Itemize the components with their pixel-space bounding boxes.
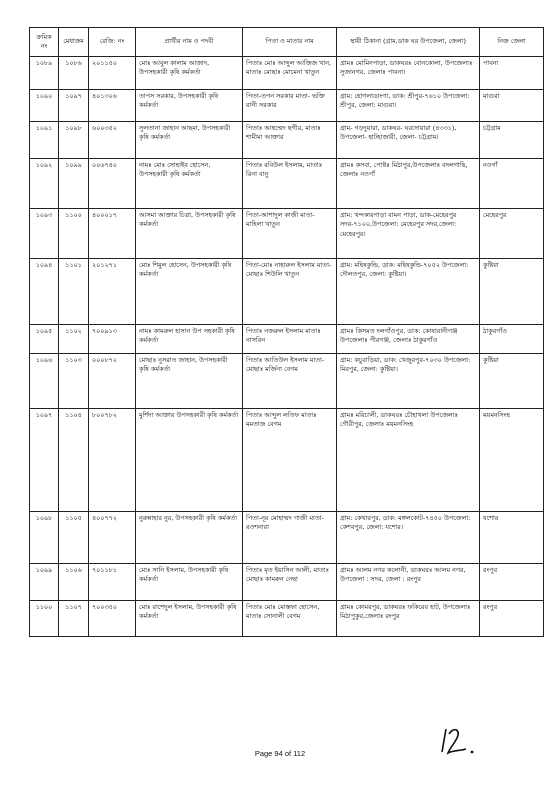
serial-cell: ১০৯৪ — [30, 259, 59, 325]
merit-cell: ১১০৬ — [59, 564, 89, 601]
merit-cell: ১১০৪ — [59, 409, 89, 512]
parents-cell: পিতাঃ আহম্মেদ ছগীর, মাতাঃ শামীমা আক্তার — [243, 122, 337, 159]
table-row — [30, 57, 544, 90]
name-cell: সুলতানা জাহান আছমা, উপসহকারী কৃষি কর্মকর্তা — [136, 122, 243, 159]
parents-cell: পিতা-নূর মোহাম্মদ গাজী মাতা-রওশনারা — [243, 512, 337, 564]
reg-cell: ২০১১৫০ — [89, 57, 136, 90]
address-cell: গ্রাম- গড়দুয়ারা, ডাকঘর- ঘরদোয়ারা (৪৩৩১), উপজেলা- হাটহাজারী, জেলা- চট্টগ্রাম। — [337, 122, 480, 159]
parents-cell: পিতাঃ আব্দুল লতিফ মাতাঃ মমতাজ বেগম — [243, 409, 337, 512]
header-reg: রেজি: নং — [89, 28, 136, 57]
address-cell: গ্রামঃ মরিচালী, ডাকঘরঃ চৌহাখলা উপজেলাঃ গৌরীপুর, জেলাঃ ময়মনসিংহ — [337, 409, 480, 512]
parents-cell: পিতা-তপন সরকার মাতা- ভক্তি রানী সরকার — [243, 90, 337, 122]
table-row — [30, 564, 544, 601]
address-cell: গ্রাম: কেথারপুর, ডাক: মঙ্গলকোট-৭৪৫০ উপজেলা: কেশবপুর, জেলা: যশোর। — [337, 512, 480, 564]
reg-cell: ৭০০৯১৩ — [89, 325, 136, 354]
name-cell: মোঃ আবুল কালাম আজাদ, উপসহকারী কৃষি কর্মকর্তা — [136, 57, 243, 90]
serial-cell: ১০৯৫ — [30, 325, 59, 354]
merit-cell: ১১০২ — [59, 325, 89, 354]
reg-cell: ৭০১১৮১ — [89, 564, 136, 601]
table-row — [30, 90, 544, 122]
header-district: নিজ জেলা — [480, 28, 544, 57]
district-cell: মাগুরা — [480, 90, 544, 122]
page-number: Page 94 of 112 — [254, 749, 306, 758]
name-cell: মোঃ রাশেদুল ইসলাম, উপসহকারী কৃষি কর্মকর্তা — [136, 601, 243, 637]
serial-cell: ১০৯১ — [30, 122, 59, 159]
merit-cell: ১১০১ — [59, 259, 89, 325]
district-cell: কুষ্টিয়া — [480, 259, 544, 325]
parents-cell: পিতাঃ নজরুল ইসলাম মাতাঃ নাসরিন — [243, 325, 337, 354]
table-row — [30, 512, 544, 564]
reg-cell: ০০৬৭৪০ — [89, 159, 136, 209]
parents-cell: পিতাঃ আতিউল ইসলাম মাতা-মোছাঃ মর্জিনা বেগম — [243, 354, 337, 409]
name-cell: মোঃ শিমুল হোসেন, উপসহকারী কৃষি কর্মকর্তা — [136, 259, 243, 325]
serial-cell: ১১০০ — [30, 601, 59, 637]
district-cell: চট্টগ্রাম — [480, 122, 544, 159]
district-cell: রংপুর — [480, 564, 544, 601]
candidate-table — [29, 27, 544, 637]
district-cell: যশোর — [480, 512, 544, 564]
address-cell: গ্রামঃ কিসমত দলগাঁওপুর, ডাক: কোষারানীগঞ্জ উপজেলাঃ পীরগঞ্জ, জেলাঃ ঠাকুরগাঁও — [337, 325, 480, 354]
table-row — [30, 259, 544, 325]
parents-cell: পিতাঃ মোঃ মোস্তফা হোসেন, মাতাঃ সোনালী বেগম — [243, 601, 337, 637]
address-cell: গ্রামঃ আলম নগর কলোনী, ডাকঘরঃ আলম নগর, উপজেলা : সদর, জেলা : রংপুর — [337, 564, 480, 601]
table-row — [30, 159, 544, 209]
merit-cell: ১১০৭ — [59, 601, 89, 637]
reg-cell: ০০০৮৭২ — [89, 354, 136, 409]
address-cell: গ্রাম: খন্দকারপাড়া বামন পাড়া, ডাক-মেহেরপুর সদর-৭১০০,উপজেলা: মেহেরপুর সদর,জেলা: মেহেরপুর। — [337, 209, 480, 259]
header-merit: মেধাক্রম — [59, 28, 89, 57]
name-cell: মুর্শিদা আক্তার উপসহকারী কৃষি কর্মকর্তা — [136, 409, 243, 512]
name-cell: নামঃ কামরুল হাসান উপ সহকারী কৃষি কর্মকর্তা — [136, 325, 243, 354]
parents-cell: পিতাঃ রবিউল ইসলাম, মাতাঃ রিনা বানু — [243, 159, 337, 209]
district-cell: ময়মনসিংহ — [480, 409, 544, 512]
table-row — [30, 325, 544, 354]
address-cell: গ্রামঃ কোমরপুর, ডাকঘরঃ ফকিরের হাট, উপজেলাঃ মিঠাপুকুর,জেলাঃ রংপুর — [337, 601, 480, 637]
name-cell: নুরুন্নাহার নুর, উপসহকারী কৃষি কর্মকর্তা — [136, 512, 243, 564]
district-cell: রংপুর — [480, 601, 544, 637]
reg-cell: ৪০১৩০৬ — [89, 90, 136, 122]
reg-cell: ৭০০৩৫০ — [89, 601, 136, 637]
district-cell: মেহেরপুর — [480, 209, 544, 259]
reg-cell: ৬০০৩৫২ — [89, 122, 136, 159]
address-cell: গ্রাম: কচুবাড়িয়া, ডাক: খেজুরপুর-৭০৩০ উপজেলা: মিরপুর, জেলা: কুষ্টিয়া। — [337, 354, 480, 409]
header-serial: ক্রমিক নং — [30, 28, 59, 57]
reg-cell: ৪০০০১৭ — [89, 209, 136, 259]
serial-cell: ১০৯০ — [30, 90, 59, 122]
merit-cell: ১১০০ — [59, 209, 89, 259]
table-header-row — [30, 28, 544, 57]
serial-cell: ১০৯৯ — [30, 564, 59, 601]
header-address: স্থায়ী ঠিকানা (গ্রাম,ডাক ঘর উপজেলা, জেলা) — [337, 28, 480, 57]
serial-cell: ১০৯৭ — [30, 409, 59, 512]
parents-cell: পিতা-মোঃ নাহারুল ইসলাম মাতা- মোছাঃ শিউলি খাতুন — [243, 259, 337, 325]
district-cell: নওগাঁ — [480, 159, 544, 209]
district-cell: ঠাকুরগাঁও — [480, 325, 544, 354]
name-cell: তাপস সরকার, উপসহকারী কৃষি কর্মকর্তা — [136, 90, 243, 122]
address-cell: গ্রাম: মহিষকুন্ডি, ডাক: মহিষকুন্ডি-৭০৫২ উপজেলা: দৌলতপুর, জেলা: কুষ্টিয়া। — [337, 259, 480, 325]
address-cell: গ্রামঃ মোমিনপাড়া, ডাকঘরঃ বোনকোলা, উপজেলাঃ সুজানগর, জেলাঃ পাবনা। — [337, 57, 480, 90]
signature-mark — [438, 726, 498, 756]
table-row — [30, 409, 544, 512]
header-name: প্রার্থীর নাম ও পদবী — [136, 28, 243, 57]
merit-cell: ১০৯৭ — [59, 90, 89, 122]
table-row — [30, 122, 544, 159]
serial-cell: ১০৯৮ — [30, 512, 59, 564]
name-cell: আসমা আক্তার চিত্রা, উপসহকারী কৃষি কর্মকর্তা — [136, 209, 243, 259]
merit-cell: ১০৯৯ — [59, 159, 89, 209]
address-cell: গ্রাম: হোগলাডাংগা, ডাক: শ্রীপুর-৭৬১০ উপজেলা: শ্রীপুর, জেলা: মাগুরা। — [337, 90, 480, 122]
name-cell: মোঃ সানি ইসলাম, উপসহকারী কৃষি কর্মকর্তা — [136, 564, 243, 601]
address-cell: গ্রামঃ কসবা, পোষ্টঃ মিঠাপুর,উপজেলাঃ বদলগাছি, জেলাঃ নওগাঁ — [337, 159, 480, 209]
parents-cell: পিতাঃ মৃত ইয়াসিন আলী, মাতাঃ মোছাঃ কামরুন নেছা — [243, 564, 337, 601]
table-row — [30, 354, 544, 409]
merit-cell: ১০৮৬ — [59, 57, 89, 90]
serial-cell: ১০৯২ — [30, 159, 59, 209]
name-cell: মোছাঃ নুসরাত জাহান, উপসহকারী কৃষি কর্মকর্তা — [136, 354, 243, 409]
reg-cell: ২০১২৭১ — [89, 259, 136, 325]
parents-cell: পিতা-আশাদুল কাজী মাতা- মাহিলা খাতুন — [243, 209, 337, 259]
serial-cell: ১০৯৩ — [30, 209, 59, 259]
district-cell: কুষ্টিয়া — [480, 354, 544, 409]
merit-cell: ১১০৫ — [59, 512, 89, 564]
serial-cell: ১০৮৯ — [30, 57, 59, 90]
serial-cell: ১০৯৬ — [30, 354, 59, 409]
name-cell: নামঃ মোঃ সোহাইব হোসেন, উপসহকারী কৃষি কর্মকর্তা — [136, 159, 243, 209]
table-row — [30, 209, 544, 259]
table-row — [30, 601, 544, 637]
merit-cell: ১১০৩ — [59, 354, 89, 409]
header-parents: পিতা ও মাতার নাম — [243, 28, 337, 57]
reg-cell: ৪০০৭৭২ — [89, 512, 136, 564]
merit-cell: ১০৯৮ — [59, 122, 89, 159]
parents-cell: পিতাঃ মোঃ আব্দুল আজিজ খান, মাতাঃ মোছাঃ মোমেনা খাতুন — [243, 57, 337, 90]
district-cell: পাবনা — [480, 57, 544, 90]
reg-cell: ৮০০৭৮২ — [89, 409, 136, 512]
